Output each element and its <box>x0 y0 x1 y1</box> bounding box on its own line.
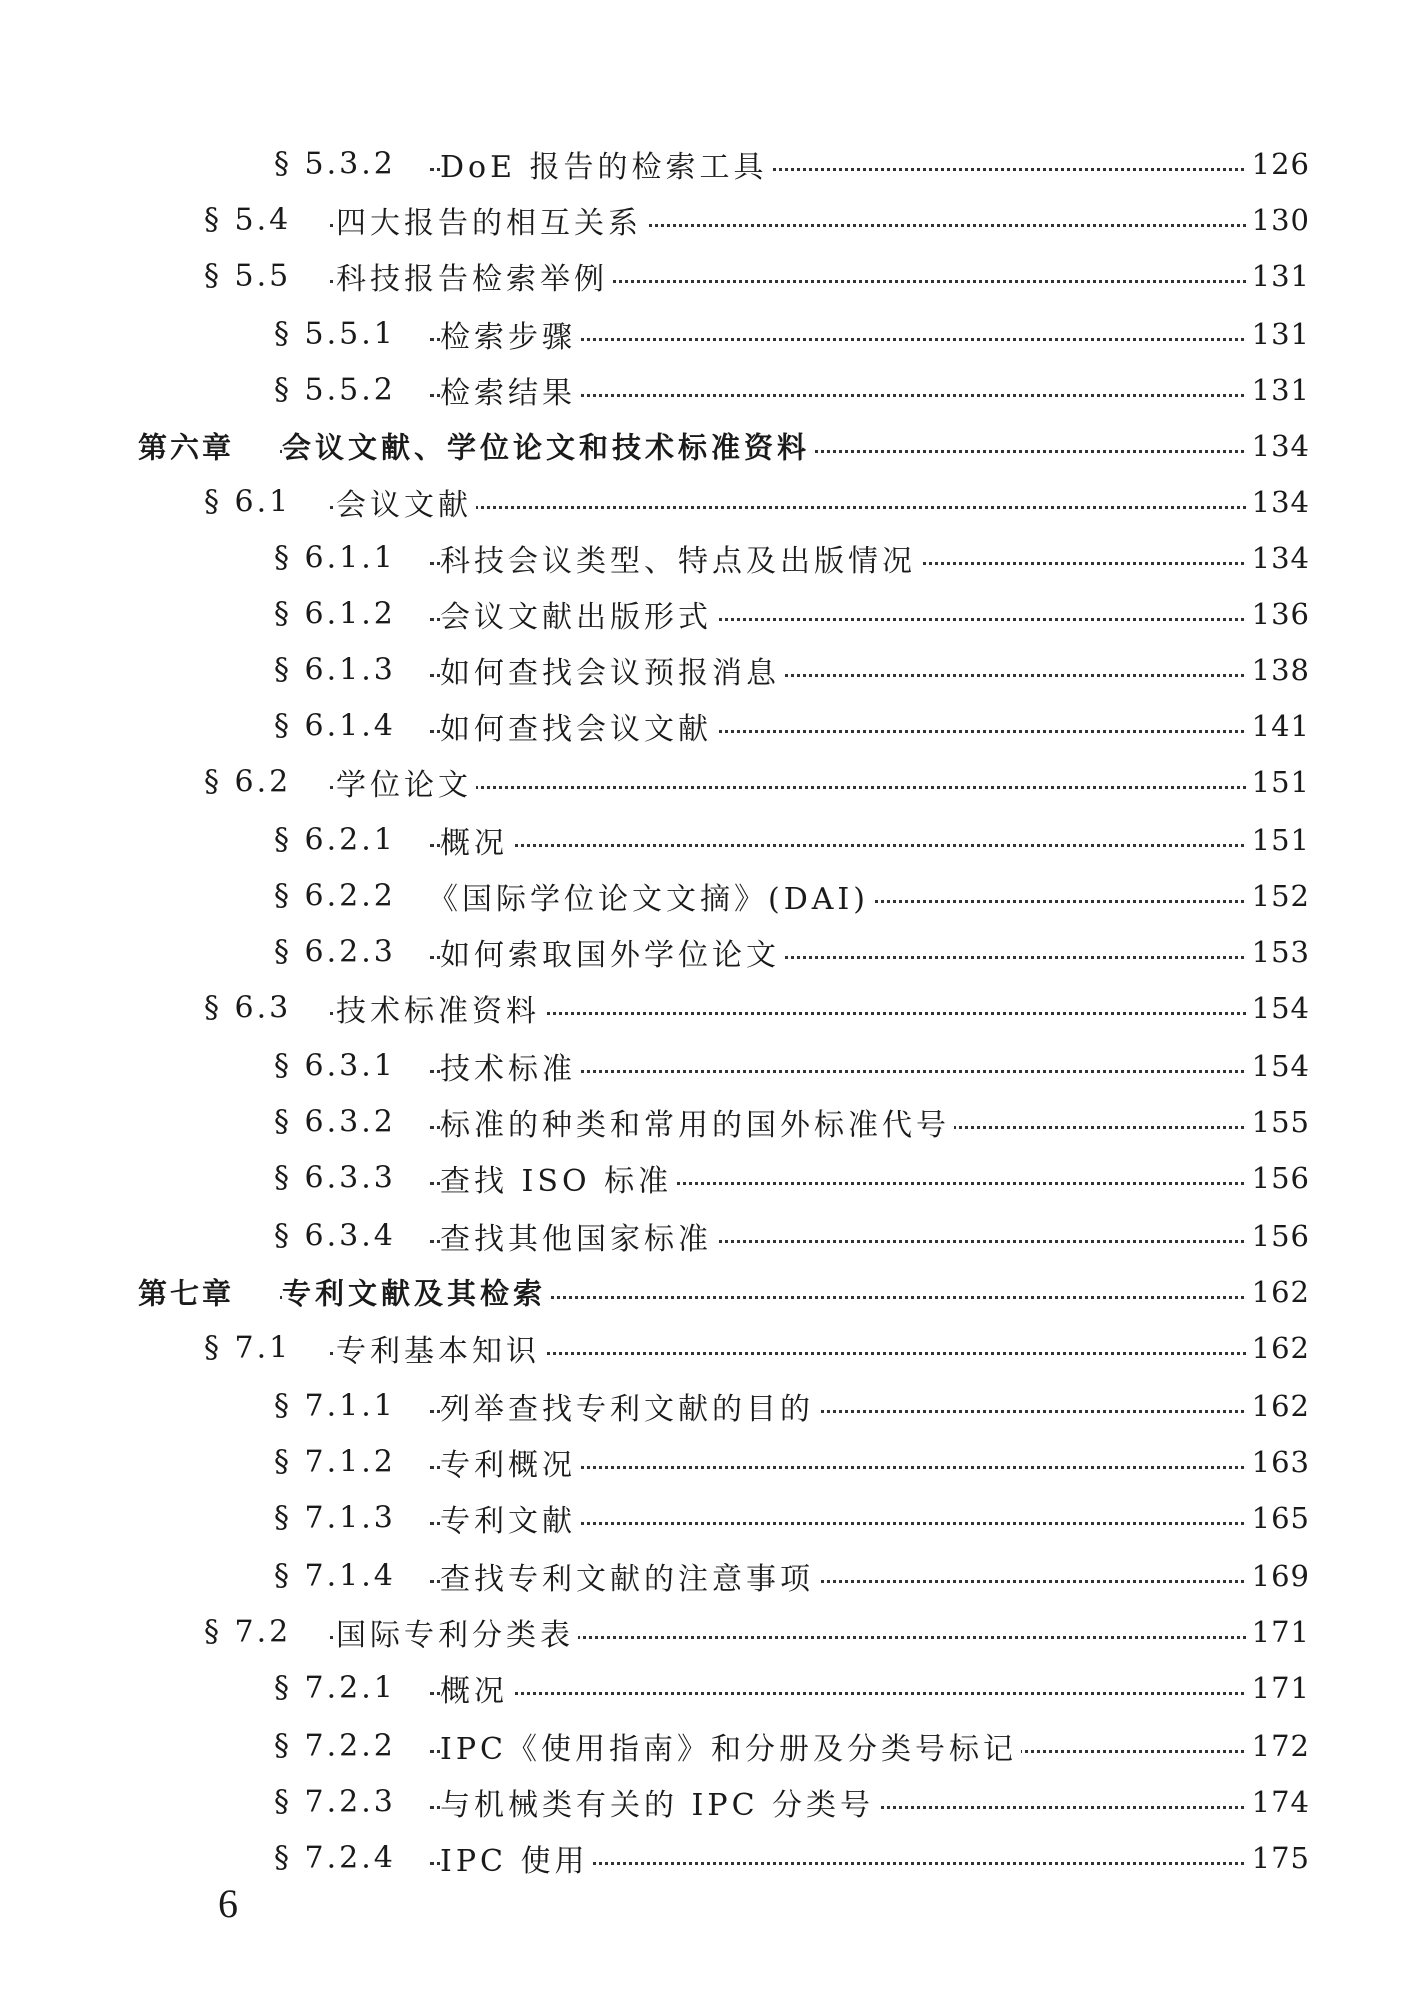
page-number: 154 <box>1246 991 1310 1025</box>
entry-title: 技术标准资料 <box>336 986 544 1030</box>
entry-title: 技术标准 <box>440 1044 580 1088</box>
section-number: § 7.2.1 <box>274 1670 396 1706</box>
section-number: § 6.2.3 <box>274 934 396 970</box>
section-number: § 5.4 <box>204 202 292 238</box>
entry-title: 科技会议类型、特点及出版情况 <box>440 536 920 580</box>
page-number: 163 <box>1246 1445 1310 1479</box>
entry-title: 如何查找会议预报消息 <box>440 648 784 692</box>
page-number: 165 <box>1246 1501 1310 1535</box>
section-number: § 6.2.1 <box>274 822 396 858</box>
section-number: § 7.2.3 <box>274 1784 396 1820</box>
entry-title: 科技报告检索举例 <box>336 254 612 298</box>
page-number: 152 <box>1246 879 1310 913</box>
section-number: § 6.1.3 <box>274 652 396 688</box>
section-number: § 6.1.2 <box>274 596 396 632</box>
section-number: § 6.1.4 <box>274 708 396 744</box>
entry-title: 会议文献 <box>336 480 476 524</box>
section-number: § 5.5.1 <box>274 316 396 352</box>
toc-entry-6-3[interactable] <box>0 984 1422 1032</box>
entry-title: 国际专利分类表 <box>336 1610 578 1654</box>
chapter-number: 第六章 <box>138 430 235 465</box>
entry-title: 查找 ISO 标准 <box>440 1156 676 1200</box>
page-number: 172 <box>1246 1729 1310 1763</box>
page-number: 126 <box>1246 147 1310 181</box>
section-number: § 5.5.2 <box>274 372 396 408</box>
page-number: 134 <box>1246 541 1310 575</box>
toc-entry-7-1[interactable] <box>0 1324 1422 1372</box>
chapter-number: 第七章 <box>138 1276 235 1311</box>
toc-entry-6-1-3[interactable] <box>0 646 1422 694</box>
section-number: § 6.1.1 <box>274 540 396 576</box>
section-number: § 7.1.3 <box>274 1500 396 1536</box>
toc-entry-6-3-4[interactable] <box>0 1212 1422 1260</box>
page-number: 174 <box>1246 1785 1310 1819</box>
toc-entry-6-1-2[interactable] <box>0 590 1422 638</box>
section-number: § 6.2 <box>204 764 292 800</box>
section-number: § 7.1.1 <box>274 1388 396 1424</box>
page-number: 171 <box>1246 1671 1310 1705</box>
page-number: 153 <box>1246 935 1310 969</box>
section-number: § 6.2.2 <box>274 878 396 914</box>
toc-entry-6-2-2[interactable] <box>0 872 1422 920</box>
page-number: 154 <box>1246 1049 1310 1083</box>
toc-entry-5-5[interactable] <box>0 252 1422 300</box>
page-number: 151 <box>1246 823 1310 857</box>
page-number: 156 <box>1246 1219 1310 1253</box>
entry-title: 四大报告的相互关系 <box>336 198 646 242</box>
entry-title: 与机械类有关的 IPC 分类号 <box>440 1780 878 1824</box>
section-number: § 7.1.2 <box>274 1444 396 1480</box>
toc-entry-7-1-4[interactable] <box>0 1552 1422 1600</box>
toc-entry-5-5-2[interactable] <box>0 366 1422 414</box>
toc-entry-7-2[interactable] <box>0 1608 1422 1656</box>
toc-entry-6-2[interactable] <box>0 758 1422 806</box>
page-number: 130 <box>1246 203 1310 237</box>
section-number: § 7.2.2 <box>274 1728 396 1764</box>
page-number: 162 <box>1246 1389 1310 1423</box>
toc-entry-5-3-2[interactable] <box>0 140 1422 188</box>
section-number: § 7.2 <box>204 1614 292 1650</box>
page-number: 131 <box>1246 259 1310 293</box>
entry-title: 查找专利文献的注意事项 <box>440 1554 818 1598</box>
entry-title: 如何查找会议文献 <box>440 704 716 748</box>
page-number: 134 <box>1246 429 1310 463</box>
toc-entry-5-5-1[interactable] <box>0 310 1422 358</box>
toc-entry-7-1-3[interactable] <box>0 1494 1422 1542</box>
toc-chapter-7[interactable] <box>0 1268 1422 1316</box>
section-number: § 6.3.4 <box>274 1218 396 1254</box>
page-number: 156 <box>1246 1161 1310 1195</box>
entry-title: 专利概况 <box>440 1440 580 1484</box>
toc-entry-5-4[interactable] <box>0 196 1422 244</box>
page-folio-number: 6 <box>218 1881 238 1926</box>
section-number: § 6.3.2 <box>274 1104 396 1140</box>
page-number: 138 <box>1246 653 1310 687</box>
toc-entry-7-2-1[interactable] <box>0 1664 1422 1712</box>
section-number: § 6.3.3 <box>274 1160 396 1196</box>
section-number: § 6.1 <box>204 484 292 520</box>
section-number: § 7.1 <box>204 1330 292 1366</box>
entry-title: IPC《使用指南》和分册及分类号标记 <box>440 1724 1021 1768</box>
section-number: § 5.3.2 <box>274 146 396 182</box>
entry-title: 学位论文 <box>336 760 476 804</box>
toc-entry-6-2-3[interactable] <box>0 928 1422 976</box>
page-number: 131 <box>1246 317 1310 351</box>
section-number: § 6.3 <box>204 990 292 1026</box>
entry-title: 如何索取国外学位论文 <box>440 930 784 974</box>
page-number: 134 <box>1246 485 1310 519</box>
entry-title: 专利文献 <box>440 1496 580 1540</box>
page-number: 162 <box>1246 1275 1310 1309</box>
section-number: § 7.1.4 <box>274 1558 396 1594</box>
toc-entry-6-3-1[interactable] <box>0 1042 1422 1090</box>
toc-entry-7-1-1[interactable] <box>0 1382 1422 1430</box>
entry-title: 《国际学位论文文摘》(DAI) <box>428 874 873 918</box>
toc-entry-6-3-2[interactable] <box>0 1098 1422 1146</box>
toc-entry-6-2-1[interactable] <box>0 816 1422 864</box>
toc-entry-6-1-4[interactable] <box>0 702 1422 750</box>
entry-title: IPC 使用 <box>440 1836 593 1880</box>
entry-title: 会议文献出版形式 <box>440 592 716 636</box>
toc-entry-7-2-4[interactable] <box>0 1834 1422 1882</box>
entry-title: 概况 <box>440 1666 512 1710</box>
page-number: 175 <box>1246 1841 1310 1875</box>
toc-entry-6-3-3[interactable] <box>0 1154 1422 1202</box>
entry-title: 检索步骤 <box>440 312 580 356</box>
entry-title: 标准的种类和常用的国外标准代号 <box>440 1100 954 1144</box>
toc-entry-6-1[interactable] <box>0 478 1422 526</box>
page-number: 136 <box>1246 597 1310 631</box>
dot-leader <box>430 844 1252 847</box>
page-number: 131 <box>1246 373 1310 407</box>
page-number: 155 <box>1246 1105 1310 1139</box>
chapter-title: 会议文献、学位论文和技术标准资料 <box>282 426 814 467</box>
entry-title: 检索结果 <box>440 368 580 412</box>
toc-chapter-6[interactable] <box>0 422 1422 470</box>
toc-entry-7-2-3[interactable] <box>0 1778 1422 1826</box>
chapter-title: 专利文献及其检索 <box>282 1272 550 1313</box>
entry-title: 列举查找专利文献的目的 <box>440 1384 818 1428</box>
entry-title: DoE 报告的检索工具 <box>440 142 772 186</box>
page-number: 171 <box>1246 1615 1310 1649</box>
section-number: § 6.3.1 <box>274 1048 396 1084</box>
page-number: 141 <box>1246 709 1310 743</box>
page-number: 151 <box>1246 765 1310 799</box>
entry-title: 查找其他国家标准 <box>440 1214 716 1258</box>
entry-title: 概况 <box>440 818 512 862</box>
toc-entry-7-1-2[interactable] <box>0 1438 1422 1486</box>
page-number: 169 <box>1246 1559 1310 1593</box>
page-number: 162 <box>1246 1331 1310 1365</box>
entry-title: 专利基本知识 <box>336 1326 544 1370</box>
section-number: § 5.5 <box>204 258 292 294</box>
toc-entry-7-2-2[interactable] <box>0 1722 1422 1770</box>
dot-leader <box>430 1692 1252 1695</box>
section-number: § 7.2.4 <box>274 1840 396 1876</box>
toc-entry-6-1-1[interactable] <box>0 534 1422 582</box>
